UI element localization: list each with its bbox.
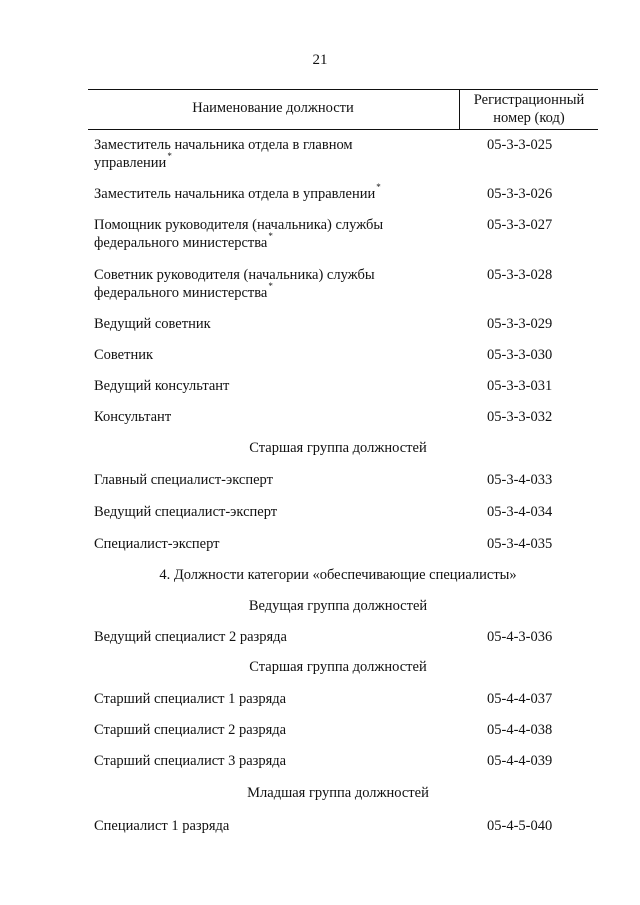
position-name-line2: управлении*: [94, 151, 172, 171]
position-name: [94, 216, 455, 252]
position-name: Ведущий специалист-эксперт: [94, 504, 278, 520]
position-name-line2: федерального министерства*: [94, 281, 273, 301]
registration-code: 05-3-3-032: [487, 409, 553, 425]
column-header-code: [460, 91, 598, 127]
registration-code: 05-3-3-029: [487, 316, 553, 332]
position-name: Ведущий специалист 2 разряда: [94, 629, 287, 645]
position-name: Старший специалист 1 разряда: [94, 691, 287, 707]
registration-code: 05-3-3-030: [487, 347, 553, 363]
group-heading-leading: Ведущая группа должностей: [248, 598, 428, 614]
position-name: Специалист-эксперт: [94, 536, 220, 552]
footnote-mark: *: [268, 231, 273, 242]
column-header-code-line2: номер (код): [493, 110, 565, 126]
table-header-border: [88, 129, 598, 130]
group-heading-senior: Старшая группа должностей: [249, 659, 427, 675]
footnote-mark: *: [167, 151, 172, 162]
registration-code: 05-4-5-040: [487, 818, 553, 834]
position-name: Старший специалист 2 разряда: [94, 722, 287, 738]
position-name: Старший специалист 3 разряда: [94, 753, 287, 769]
position-name-line2: федерального министерства*: [94, 231, 273, 251]
position-name-line1: Советник руководителя (начальника) службы: [94, 267, 375, 283]
column-header-position: Наименование должности: [192, 100, 354, 116]
table-header: [88, 89, 598, 129]
position-name: Заместитель начальника отдела в управлении*: [94, 182, 381, 202]
footnote-mark: *: [376, 182, 381, 193]
registration-code: 05-4-4-038: [487, 722, 553, 738]
position-name: Советник: [94, 347, 154, 363]
position-name: Главный специалист-эксперт: [94, 472, 273, 488]
group-heading-senior: Старшая группа должностей: [249, 440, 427, 456]
position-name: Специалист 1 разряда: [94, 818, 230, 834]
category-heading: 4. Должности категории «обеспечивающие специалисты»: [159, 567, 517, 583]
registration-code: 05-3-4-034: [487, 504, 553, 520]
registration-code: 05-3-3-031: [487, 378, 553, 394]
position-name: [94, 136, 455, 172]
group-heading-junior: Младшая группа должностей: [247, 785, 429, 801]
registration-code: 05-3-3-025: [487, 137, 553, 153]
registration-code: 05-4-3-036: [487, 629, 553, 645]
footnote-mark: *: [268, 281, 273, 292]
position-name: Консультант: [94, 409, 172, 425]
position-name: Ведущий консультант: [94, 378, 230, 394]
registration-code: 05-4-4-037: [487, 691, 553, 707]
position-name: Ведущий советник: [94, 316, 211, 332]
position-name-line1: Заместитель начальника отдела в главном: [94, 137, 353, 153]
registration-code: 05-3-3-028: [487, 267, 553, 283]
registration-code: 05-3-3-026: [487, 186, 553, 202]
header-column-divider: [459, 89, 460, 129]
registration-code: 05-4-4-039: [487, 753, 553, 769]
registration-code: 05-3-4-035: [487, 536, 553, 552]
position-name: [94, 266, 455, 302]
registration-code: 05-3-3-027: [487, 217, 553, 233]
position-name-line1: Помощник руководителя (начальника) службы: [94, 217, 384, 233]
column-header-code-line1: Регистрационный: [473, 92, 585, 108]
registration-code: 05-3-4-033: [487, 472, 553, 488]
page-number: 21: [312, 52, 328, 68]
